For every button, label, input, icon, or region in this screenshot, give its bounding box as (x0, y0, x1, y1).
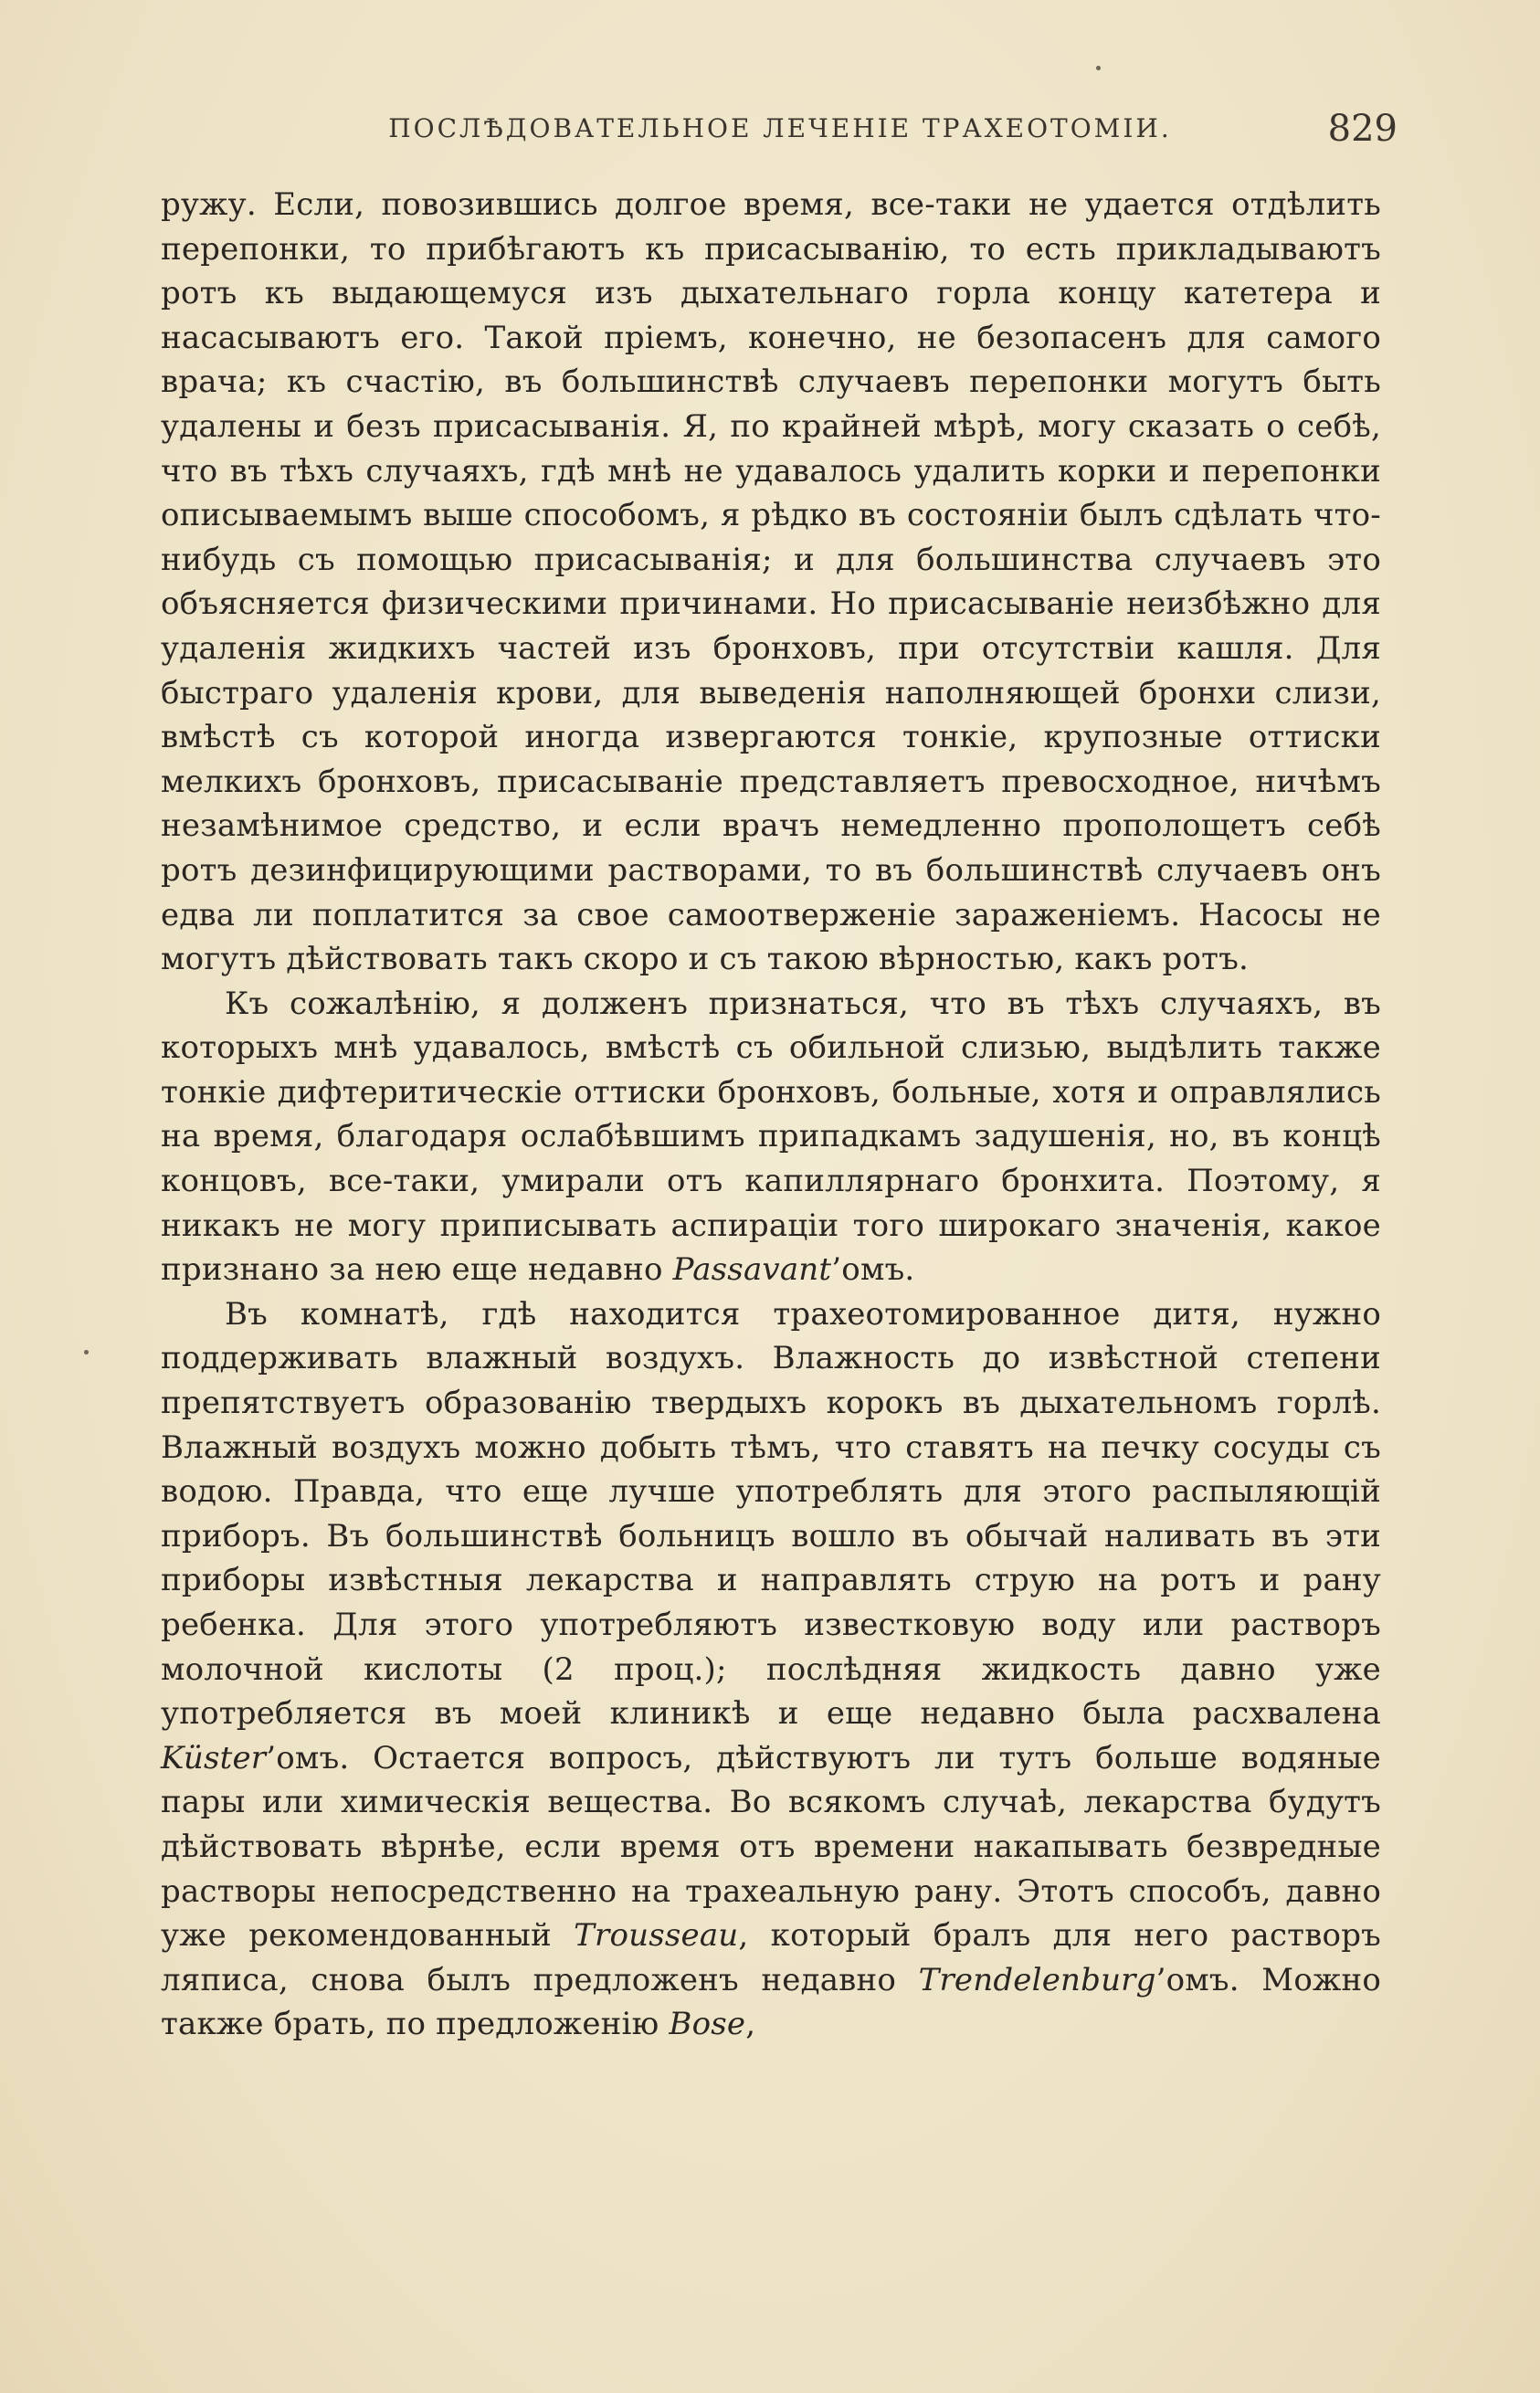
text-run: ’омъ. Остается вопросъ, дѣйствуютъ ли тутъ больше водяные пары или химическія вещества. Во всякомъ случаѣ, лекарства будутъ дѣйствовать вѣрнѣе, если время отъ времени накапывать безвредные растворы непосредственно на трахеальную рану. Этотъ способъ, давно уже рекомендованный (161, 1739, 1381, 1955)
italic-name: Bose (669, 2006, 746, 2043)
text-run: ружу. Если, повозившись долгое время, все-таки не удается отдѣлить перепонки, то прибѣгаютъ къ присасыванію, то есть прикладываютъ ротъ къ выдающемуся изъ дыхательнаго горла концу катетера и насасываютъ его. Такой пріемъ, конечно, не безопасенъ для самого врача; къ счастію, въ большинствѣ случаевъ перепонки могутъ быть удалены и безъ присасыванія. Я, по крайней мѣрѣ, могу сказать о себѣ, что въ тѣхъ случаяхъ, гдѣ мнѣ не удавалось удалить корки и перепонки описываемымъ выше способомъ, я рѣдко въ состояніи былъ сдѣлать что-нибудь съ помощью присасыванія; и для большинства случаевъ это объясняется физическими причинами. Но присасываніе неизбѣжно для удаленія жидкихъ частей изъ бронховъ, при отсутствіи кашля. Для быстраго удаленія крови, для выведенія наполняющей бронхи слизи, вмѣстѣ съ которой иногда извергаются тонкіе, крупозные оттиски мелкихъ бронховъ, присасываніе представляетъ превосходное, ничѣмъ незамѣнимое средство, и если врачъ немедленно прополощетъ себѣ ротъ дезинфицирующими растворами, то въ большинствѣ случаевъ онъ едва ли поплатится за свое самоотверженіе зараженіемъ. Насосы не могутъ дѣйствовать такъ скоро и съ такою вѣрностью, какъ ротъ. (161, 186, 1381, 978)
text-run: , который бралъ для него растворъ ляписа, снова былъ предложенъ недавно (161, 1917, 1381, 1998)
body-text (161, 183, 1381, 2047)
running-head: ПОСЛѢДОВАТЕЛЬНОЕ ЛЕЧЕНІЕ ТРАХЕОТОМІИ. (388, 113, 1172, 143)
text-run: ’омъ. Можно также брать, по предложенію (161, 1961, 1381, 2043)
paragraph (161, 183, 1381, 982)
page-header (163, 108, 1398, 153)
text-run: ’омъ. (831, 1251, 915, 1289)
page-number: 829 (1327, 108, 1398, 150)
text-run: Къ сожалѣнію, я долженъ признаться, что въ тѣхъ случаяхъ, въ которыхъ мнѣ удавалось, вмѣстѣ съ обильной слизью, выдѣлить также тонкіе дифтеритическіе оттиски бронховъ, больные, хотя и оправлялись на время, благодаря ослабѣвшимъ припадкамъ задушенія, но, въ концѣ концовъ, все-таки, умирали отъ капиллярнаго бронхита. Поэтому, я никакъ не могу приписывать аспираціи того широкаго значенія, какое признано за нею еще недавно (161, 985, 1381, 1289)
paragraph (161, 1292, 1381, 2047)
italic-name: Passavant (672, 1251, 832, 1289)
italic-name: Trousseau (574, 1917, 739, 1955)
text-run: Въ комнатѣ, гдѣ находится трахеотомированное дитя, нужно поддерживать влажный воздухъ. Влажность до извѣстной степени препятствуетъ образованію твердыхъ корокъ въ дыхательномъ горлѣ. Влажный воздухъ можно добыть тѣмъ, что ставятъ на печку сосуды съ водою. Правда, что еще лучше употреблять для этого распыляющій приборъ. Въ большинствѣ больницъ вошло въ обычай наливать въ эти приборы извѣстныя лекарства и направлять струю на ротъ и рану ребенка. Для этого употребляютъ известковую воду или растворъ молочной кислоты (2 проц.); послѣдняя жидкость давно уже употребляется въ моей клиникѣ и еще недавно была расхвалена (161, 1295, 1381, 1733)
paragraph (161, 982, 1381, 1292)
italic-name: Küster (161, 1739, 267, 1776)
italic-name: Trendelenburg (918, 1961, 1156, 1998)
print-speck (1096, 66, 1101, 70)
text-run: , (745, 2006, 756, 2043)
print-speck (84, 1350, 89, 1355)
